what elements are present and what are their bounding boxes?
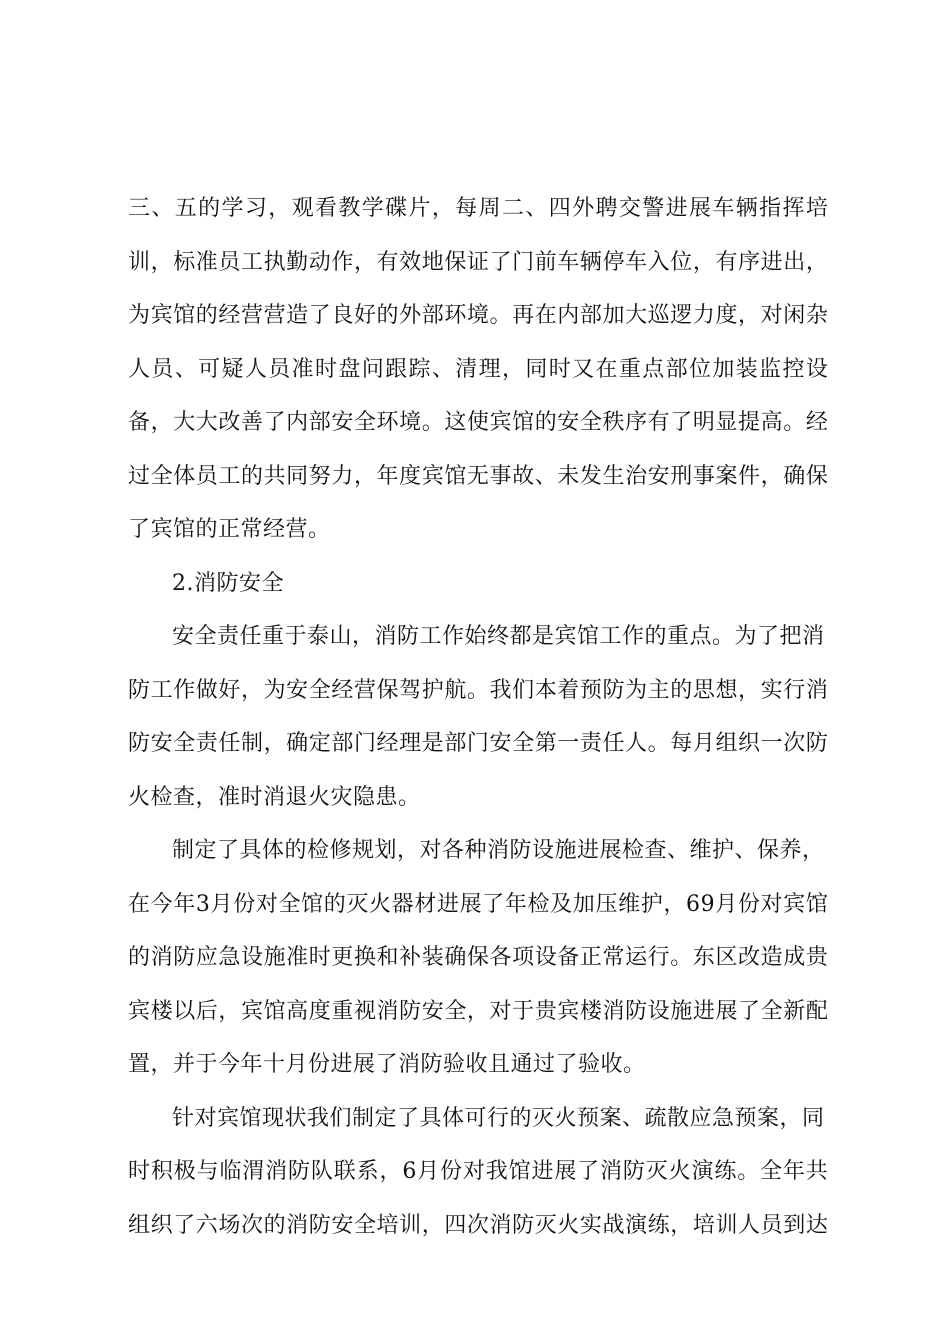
document-body [128, 188, 828, 1258]
text-line: 防 安 全 责 任 制 ， 确 定 部 门 经 理 是 部 门 安 全 第 一 责 任 人 。 每 月 组 织 一 次 防 [128, 731, 828, 756]
text-line: 三 、 五 的 学 习 ， 观 看 教 学 碟 片 ， 每 周 二 、 四 外 聘 交 警 进 展 车 辆 指 挥 培 [128, 196, 828, 221]
section-heading: 2.消防安全 [172, 570, 284, 596]
text-line: 在 今 年 3 月 份 对 全 馆 的 灭 火 器 材 进 展 了 年 检 及 加 压 维 护 ， 6 9 月 份 对 宾 馆 [128, 891, 828, 917]
text-line: 针对宾馆现状我们制定了具体可行的灭火预案、疏散应急预案，同 [172, 1105, 825, 1131]
text-line: 过 全 体 员 工 的 共 同 努 力 ， 年 度 宾 馆 无 事 故 、 未 发 生 治 安 刑 事 案 件 ， 确 保 [128, 463, 828, 489]
text-line: 的 消 防 应 急 设 施 准 时 更 换 和 补 装 确 保 各 项 设 备 正 常 运 行 。 东 区 改 造 成 贵 [128, 945, 828, 970]
text-line: 制定了具体的检修规划，对各种消防设施进展检查、维护、保养， [172, 838, 825, 863]
text-line: 为 宾 馆 的 经 营 营 造 了 良 好 的 外 部 环 境 。 再 在 内 部 加 大 巡 逻 力 度 ， 对 闲 杂 [128, 303, 828, 328]
text-line: 训 ， 标 准 员 工 执 勤 动 作 ， 有 效 地 保 证 了 门 前 车 辆 停 车 入 位 ， 有 序 进 出 ， [128, 249, 828, 275]
text-line: 组 织 了 六 场 次 的 消 防 安 全 培 训 ， 四 次 消 防 灭 火 实 战 演 练 ， 培 训 人 员 到 达 [128, 1212, 828, 1238]
text-line: 防 工 作 做 好 ， 为 安 全 经 营 保 驾 护 航 。 我 们 本 着 预 防 为 主 的 思 想 ， 实 行 消 [128, 677, 828, 703]
text-line: 火检查，准时消退火灾隐患。 [128, 784, 421, 810]
text-line: 备 ， 大 大 改 善 了 内 部 安 全 环 境 。 这 使 宾 馆 的 安 全 秩 序 有 了 明 显 提 高 。 经 [128, 410, 828, 435]
text-line: 时 积 极 与 临 渭 消 防 队 联 系 ， 6 月 份 对 我 馆 进 展 了 消 防 灭 火 演 练 。 全 年 共 [128, 1159, 828, 1184]
text-line: 人 员 、 可 疑 人 员 准 时 盘 问 跟 踪 、 清 理 ， 同 时 又 在 重 点 部 位 加 装 监 控 设 [128, 356, 828, 382]
text-line: 安全责任重于泰山，消防工作始终都是宾馆工作的重点。为了把消 [172, 624, 825, 649]
text-line: 了宾馆的正常经营。 [128, 517, 331, 542]
text-line: 置，并于今年十月份进展了消防验收且通过了验收。 [128, 1052, 646, 1077]
text-line: 宾 楼 以 后 ， 宾 馆 高 度 重 视 消 防 安 全 ， 对 于 贵 宾 楼 消 防 设 施 进 展 了 全 新 配 [128, 998, 828, 1024]
